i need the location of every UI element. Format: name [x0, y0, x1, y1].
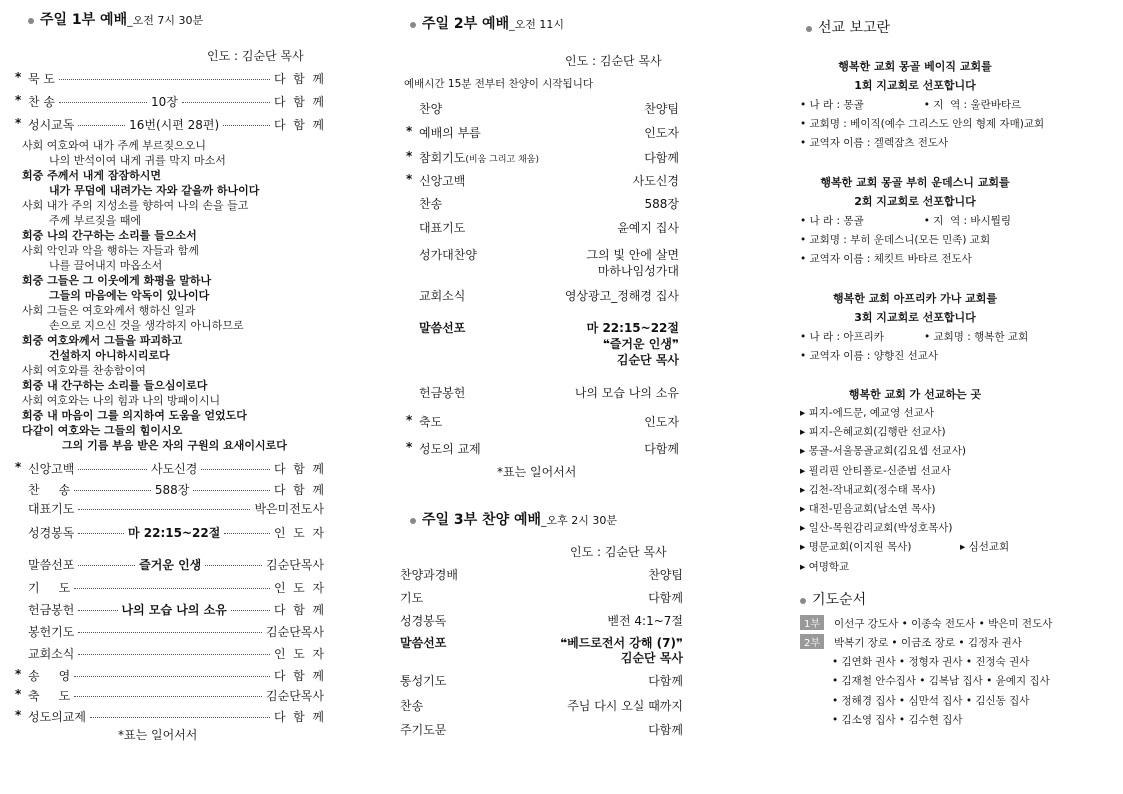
order-label: 찬양 [419, 102, 443, 116]
service2-footer: *표는 일어서서 [497, 465, 577, 479]
order-center: 10장 [151, 95, 178, 109]
prayer-tag: 1부 [800, 615, 824, 630]
mission-block-title: 행복한 교회 몽골 베이직 교회를 [838, 60, 992, 73]
prayer-names: • 김재철 안수집사 • 김복남 집사 • 윤예지 집사 [832, 675, 1050, 688]
star-mark: * [15, 460, 22, 474]
order-right: 인 도 자 [273, 526, 324, 540]
order-label: 찬 송 [28, 95, 55, 109]
order-right: ❝베드로전서 강해 (7)❞ [560, 636, 683, 650]
order-right: 찬양팀 [648, 568, 683, 582]
leader-dots [78, 654, 270, 655]
order-label: 예배의 부름 [419, 126, 481, 140]
mission-line: • 교회명 : 베이직(예수 그리스도 안의 형제 자매)교회 [800, 118, 1045, 130]
leader-dots [78, 632, 262, 633]
order-right: 인 도 자 [273, 581, 324, 595]
reading-line: 사회 여호와는 나의 힘과 나의 방패이시니 [22, 394, 221, 407]
mission-line: • 교역자 이름 : 체킷트 바타르 전도사 [800, 253, 972, 265]
star-mark: * [15, 667, 22, 681]
reading-line: 내가 무덤에 내려가는 자와 같을까 하나이다 [49, 184, 260, 197]
order-label: 봉헌기도 [28, 625, 75, 639]
order-row [28, 524, 324, 541]
order-right: 인 도 자 [273, 647, 324, 661]
order-label: 대표기도 [28, 502, 75, 516]
prayer-names: • 정해경 집사 • 심만석 집사 • 김신동 집사 [832, 694, 1030, 707]
order-label: 교회소식 [419, 289, 466, 303]
service1-time: _오전 7시 30분 [127, 14, 204, 27]
support-extra: ▸ 심선교회 [960, 541, 1010, 553]
leader-dots [78, 469, 147, 470]
order-row [15, 116, 325, 133]
support-item: ▸ 필리핀 안티폴로-신준범 선교사 [800, 464, 951, 477]
order-label: 말씀선포 [419, 321, 466, 335]
order-center: 588장 [154, 483, 190, 497]
mission-block-subtitle: 2회 지교회로 선포합니다 [854, 195, 976, 208]
leader-dots [59, 79, 270, 80]
leader-dots [78, 565, 135, 566]
order-right: 그의 빛 안에 살면 [586, 248, 679, 262]
order-sub: (비움 그리고 채움) [465, 155, 539, 165]
order-label: 찬 송 [28, 483, 71, 497]
mission-title: 선교 보고란 [818, 20, 891, 36]
service2-header [410, 13, 564, 33]
order-label: 기도 [400, 591, 424, 605]
order-label: 송 영 [28, 669, 71, 683]
order-label: 교회소식 [28, 647, 75, 661]
reading-line: 손으로 지으신 것을 생각하지 아니하므로 [49, 319, 244, 332]
prayer-line [832, 673, 1050, 688]
support-item: ▸ 피지-은혜교회(김행란 선교사) [800, 426, 946, 439]
order-row [15, 667, 324, 684]
order-right: 주님 다시 오실 때까지 [567, 699, 683, 713]
star-mark: * [15, 116, 22, 130]
support-item: ▸ 명문교회(이지원 목사) [800, 541, 912, 554]
order-label: 축 도 [28, 689, 71, 703]
leader-dots [59, 102, 147, 103]
prayer-line [832, 712, 963, 727]
prayer-names: • 김소영 집사 • 김수현 집사 [832, 714, 963, 726]
order-right-2: 마하나임성가대 [597, 264, 679, 278]
order-right: 영상광고_정해경 집사 [564, 289, 679, 303]
reading-line: 그의 기름 부음 받은 자의 구원의 요새이시로다 [62, 439, 287, 452]
leader-dots [78, 610, 117, 611]
order-row [15, 70, 324, 87]
order-right: 다 함 께 [273, 118, 325, 132]
order-row [28, 579, 324, 596]
prayer-line [800, 615, 1052, 631]
order-right: 마 22:15~22절 [586, 321, 679, 335]
order-right: 찬양팀 [644, 102, 679, 116]
order-label: 성경봉독 [28, 526, 75, 540]
mission-line: • 교역자 이름 : 겔렉잠츠 전도사 [800, 137, 949, 149]
bullet-icon [28, 18, 34, 24]
service2-note: 예배시간 15분 전부터 찬양이 시작됩니다 [404, 78, 593, 90]
order-row [15, 93, 325, 110]
order-label: 찬송 [419, 197, 443, 211]
support-item: ▸ 몽골-서울몽골교회(김요셉 선교사) [800, 445, 966, 458]
order-right: 다함께 [648, 674, 683, 688]
order-label: 헌금봉헌 [28, 603, 75, 617]
mission-line: • 교역자 이름 : 양향진 선교사 [800, 350, 938, 362]
order-center: 마 22:15~22절 [128, 526, 221, 540]
bullet-icon [410, 518, 416, 524]
mission-header [806, 17, 890, 37]
reading-line: 나의 반석이여 내게 귀를 막지 마소서 [49, 154, 226, 167]
order-right: 박은미전도사 [254, 502, 324, 516]
support-title: 행복한 교회 가 선교하는 곳 [848, 388, 982, 401]
order-row [15, 708, 324, 725]
star-mark: * [406, 440, 413, 454]
support-item: ▸ 대전-믿음교회(남소연 목사) [800, 503, 936, 515]
mission-block-subtitle: 1회 지교회로 선포합니다 [854, 79, 976, 92]
order-center: 즐거운 인생 [139, 558, 202, 572]
leader-dots [90, 717, 270, 718]
reading-line: 주께 부르짖을 때에 [49, 214, 142, 227]
order-right: 다 함 께 [273, 483, 324, 497]
order-right: 다 함 께 [273, 462, 325, 476]
service1-footer: *표는 일어서서 [118, 728, 198, 742]
leader-dots [231, 610, 270, 611]
mission-line: • 나 라 : 몽골 • 지 역 : 울란바타르 [800, 99, 1022, 111]
reading-line: 회중 그들은 그 이웃에게 화평을 말하나 [22, 274, 212, 287]
leader-dots [193, 490, 270, 491]
order-label: 성경봉독 [400, 614, 447, 628]
order-right: 김순단목사 [266, 558, 325, 572]
prayer-names: • 김연화 권사 • 정형자 권사 • 진정숙 권사 [832, 655, 1030, 668]
order-right-2: ❝즐거운 인생❞ [602, 337, 679, 351]
mission-line: • 교회명 : 부히 운데스니(모든 민족) 교회 [800, 234, 991, 246]
order-label: 헌금봉헌 [419, 386, 466, 400]
bullet-icon [806, 26, 812, 32]
order-row [28, 623, 324, 640]
order-right-2: 김순단 목사 [620, 651, 683, 665]
reading-line: 사회 여호와여 내가 주께 부르짖으오니 [22, 139, 207, 152]
reading-line: 건설하지 아니하시리로다 [49, 349, 170, 362]
order-right: 사도신경 [632, 174, 679, 188]
reading-line: 사회 악인과 악을 행하는 자들과 함께 [22, 244, 199, 257]
leader-dots [78, 125, 125, 126]
order-right: 다함께 [648, 723, 683, 737]
bullet-icon [410, 22, 416, 28]
order-right: 벧전 4:1~7절 [607, 614, 683, 628]
order-label: 주기도문 [400, 723, 447, 737]
service1-header [28, 9, 203, 29]
leader-dots [74, 676, 270, 677]
reading-line: 사회 내가 주의 지성소를 향하여 나의 손을 들고 [22, 199, 249, 212]
order-label: 참회기도(비움 그리고 채움) [419, 151, 539, 165]
star-mark: * [15, 93, 22, 107]
support-item: ▸ 피지-에드문, 예교영 선교사 [800, 407, 934, 419]
order-right: 다 함 께 [273, 669, 324, 683]
order-row [28, 500, 324, 517]
order-center: 나의 모습 나의 소유 [121, 603, 227, 617]
leader-dots [201, 469, 270, 470]
support-item: ▸ 일산-목원감리교회(박성호목사) [800, 522, 953, 535]
reading-line: 다같이 여호와는 그들의 힘이시오 [22, 424, 183, 437]
service3-time: _오후 2시 30분 [541, 514, 618, 527]
leader-dots [205, 565, 262, 566]
service1-title: 주일 1부 예배 [40, 12, 128, 28]
order-row [28, 481, 324, 498]
order-right: 다 함 께 [273, 95, 325, 109]
star-mark: * [406, 149, 413, 163]
order-right: 나의 모습 나의 소유 [574, 386, 679, 400]
mission-line: • 나 라 : 아프리카 • 교회명 : 행복한 교회 [800, 331, 1029, 343]
order-row [28, 556, 324, 573]
service3-leader: 인도 : 김순단 목사 [570, 545, 667, 559]
order-label: 신앙고백 [28, 462, 75, 476]
reading-line: 회중 나의 간구하는 소리를 들으소서 [22, 229, 197, 242]
star-mark: * [15, 708, 22, 722]
reading-line: 나를 끌어내지 마옵소서 [49, 259, 163, 272]
order-right: 다함께 [644, 151, 679, 165]
prayer-names: 이선구 강도사 • 이종숙 전도사 • 박은미 전도사 [834, 618, 1053, 630]
order-center: 16번(시편 28편) [129, 118, 220, 132]
reading-line: 사회 여호와를 찬송함이여 [22, 364, 146, 377]
reading-line: 회중 여호와께서 그들을 파괴하고 [22, 334, 183, 347]
service1-leader: 인도 : 김순단 목사 [207, 49, 304, 63]
service2-time: _오전 11시 [509, 18, 564, 31]
order-label: 찬송 [400, 699, 424, 713]
leader-dots [78, 509, 250, 510]
order-right: 다함께 [648, 591, 683, 605]
support-item: ▸ 여명학교 [800, 560, 850, 573]
reading-line: 그들의 마음에는 악독이 있나이다 [49, 289, 210, 302]
service3-title: 주일 3부 찬양 예배 [422, 512, 542, 528]
prayer-line [800, 634, 1022, 650]
order-label: 기 도 [28, 581, 71, 595]
leader-dots [74, 490, 151, 491]
leader-dots [74, 696, 262, 697]
prayer-line [832, 654, 1029, 669]
order-label: 통성기도 [400, 674, 447, 688]
order-right: 다함께 [644, 442, 679, 456]
support-item: ▸ 김천-작내교회(정수태 목사) [800, 483, 936, 496]
star-mark: * [406, 413, 413, 427]
service2-title: 주일 2부 예배 [422, 16, 510, 32]
order-right: 김순단목사 [266, 689, 324, 703]
order-right-3: 김순단 목사 [616, 353, 679, 367]
service2-leader: 인도 : 김순단 목사 [565, 54, 662, 68]
order-label: 말씀선포 [28, 558, 75, 572]
service3-header [410, 509, 617, 529]
order-right: 다 함 께 [273, 710, 324, 724]
star-mark: * [15, 687, 22, 701]
order-right: 588장 [644, 197, 679, 211]
mission-block-title: 행복한 교회 아프리카 가나 교회를 [832, 292, 998, 305]
star-mark: * [15, 70, 22, 84]
mission-block-subtitle: 3회 지교회로 선포합니다 [854, 311, 976, 324]
mission-block-title: 행복한 교회 몽골 부히 운데스니 교회를 [820, 176, 1010, 189]
bullet-icon [800, 598, 806, 604]
order-label: 성도의교제 [28, 710, 86, 724]
order-right: 윤예지 집사 [617, 221, 679, 235]
order-row [28, 601, 324, 618]
prayer-tag: 2부 [800, 634, 824, 649]
order-label: 찬양과경배 [400, 568, 458, 582]
prayer-header [800, 589, 866, 609]
reading-line: 사회 그들은 여호와께서 행하신 일과 [22, 304, 196, 317]
star-mark: * [406, 124, 413, 138]
order-label: 대표기도 [419, 221, 466, 235]
leader-dots [78, 533, 124, 534]
reading-line: 회중 내 마음이 그를 의지하여 도움을 얻었도다 [22, 409, 247, 422]
order-right: 김순단목사 [266, 625, 324, 639]
order-row [15, 460, 325, 477]
order-label: 말씀선포 [400, 636, 447, 650]
leader-dots [224, 533, 270, 534]
leader-dots [223, 125, 270, 126]
reading-line: 회중 내 간구하는 소리를 들으심이로다 [22, 379, 208, 392]
order-right: 인도자 [644, 126, 679, 140]
order-right: 다 함 께 [273, 603, 325, 617]
star-mark: * [406, 172, 413, 186]
reading-line: 회중 주께서 내게 잠잠하시면 [22, 169, 161, 182]
order-row [28, 645, 324, 662]
order-label: 성도의 교제 [419, 442, 481, 456]
order-label: 신앙고백 [419, 174, 466, 188]
prayer-line [832, 693, 1029, 708]
leader-dots [74, 588, 270, 589]
leader-dots [182, 102, 270, 103]
order-row [15, 687, 324, 704]
order-center: 사도신경 [150, 462, 198, 476]
order-right: 다 함 께 [273, 72, 324, 86]
order-label: 묵 도 [28, 72, 55, 86]
order-label: 성가대찬양 [419, 248, 477, 262]
order-label: 성시교독 [28, 118, 75, 132]
mission-line: • 나 라 : 몽골 • 지 역 : 바시뭘링 [800, 215, 1012, 227]
order-label: 축도 [419, 415, 443, 429]
prayer-title: 기도순서 [812, 592, 867, 608]
order-right: 인도자 [644, 415, 679, 429]
prayer-names: 박복기 장로 • 이금조 장로 • 김정자 권사 [834, 637, 1022, 650]
